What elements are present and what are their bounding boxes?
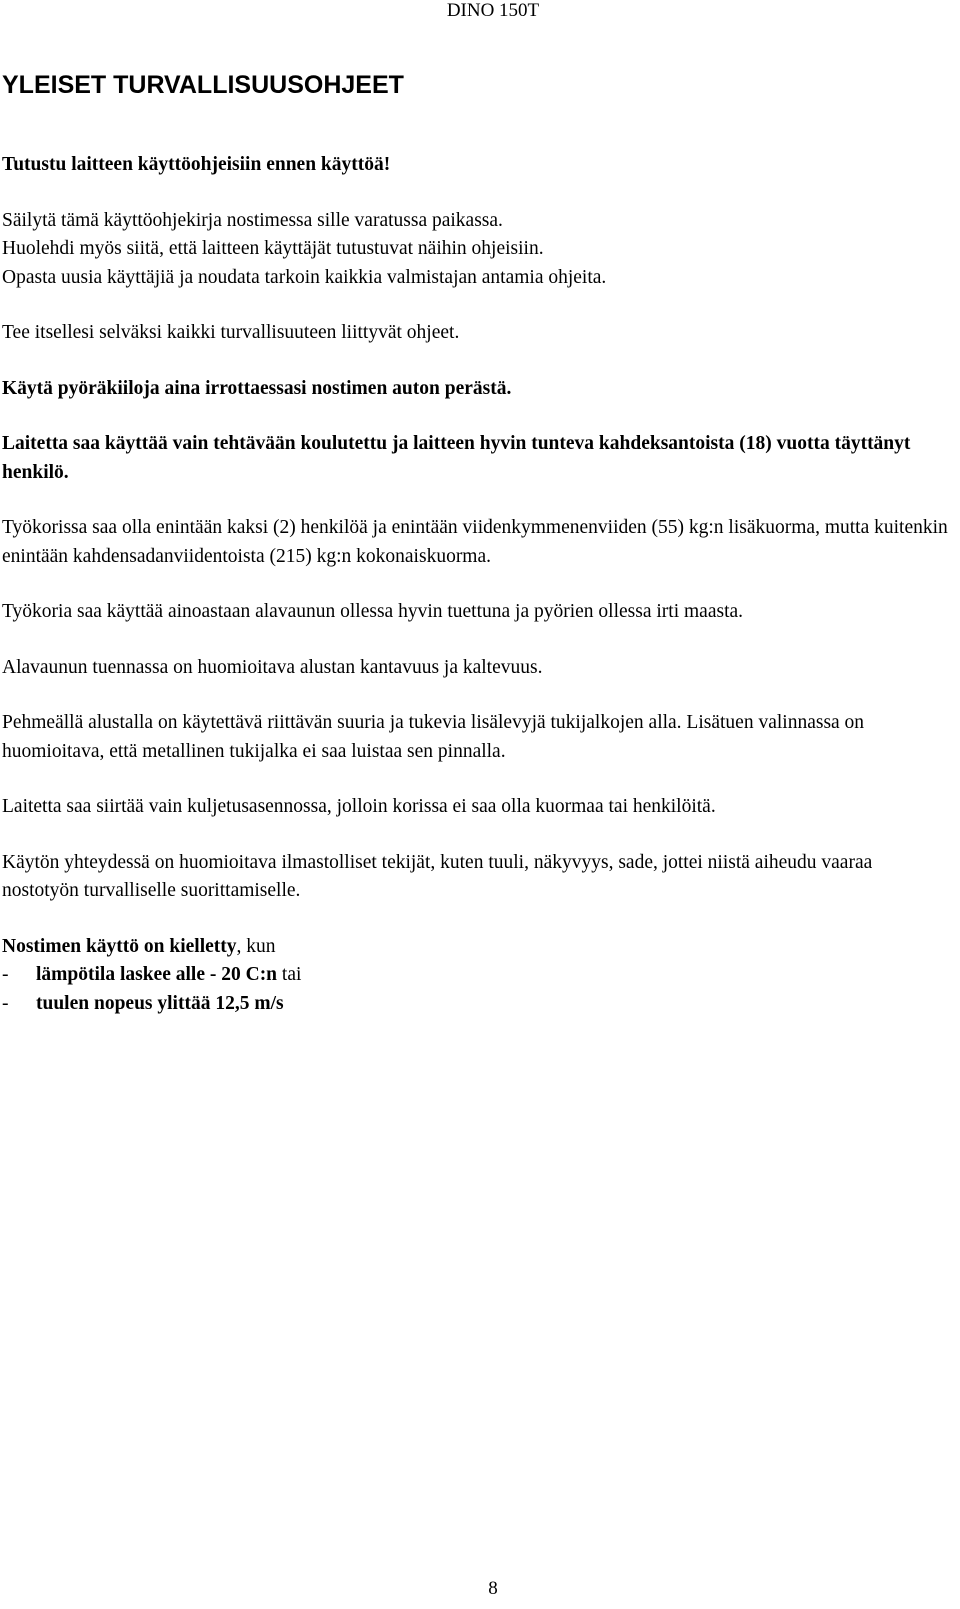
prohibition-lead (2, 933, 952, 962)
prohibition-lead-bold: Nostimen käyttö on kielletty (2, 935, 237, 957)
list-dash: - (2, 964, 9, 985)
list-dash: - (2, 992, 9, 1014)
paragraph-basket-use: Työkoria saa käyttää ainoastaan alavaunun ollessa hyvin tuettuna ja pyörien ollessa irti maasta. (2, 601, 744, 622)
document-id: DINO 150T (446, 0, 540, 21)
page-number: 8 (488, 1578, 498, 1599)
paragraph-transport: Laitetta saa siirtää vain kuljetusasennossa, jolloin korissa ei saa olla kuormaa tai henkilöitä. (2, 796, 716, 817)
paragraph-storage-line-3: Opasta uusia käyttäjiä ja noudata tarkoin kaikkia valmistajan antamia ohjeita. (2, 266, 607, 288)
paragraph-outrigger-support: Alavaunun tuennassa on huomioitava alustan kantavuus ja kaltevuus. (2, 656, 543, 678)
list-item (2, 961, 952, 990)
paragraph-operator-requirements: Laitetta saa käyttää vain tehtävään koulutettu ja laitteen hyvin tunteva kahdeksantoista (18) vuotta täyttänyt henkilö. (2, 433, 911, 483)
list-item-bold: lämpötila laskee alle - 20 C:n (36, 964, 278, 985)
prohibition-lead-rest: , kun (236, 935, 276, 957)
paragraph-basket-load: Työkorissa saa olla enintään kaksi (2) henkilöä ja enintään viidenkymmenenviiden (55) kg:n lisäkuorma, mutta kuitenkin enintään kahdensadanviidentoista (215) kg:n kokonaiskuorma. (2, 517, 948, 567)
page-header (0, 0, 960, 22)
paragraph-storage (2, 207, 952, 293)
paragraph-weather: Käytön yhteydessä on huomioitava ilmastolliset tekijät, kuten tuuli, näkyvyys, sade, jottei niistä aiheudu vaaraa nostotyön turvalliselle suorittamiselle. (2, 851, 873, 901)
list-item-bold: tuulen nopeus ylittää 12,5 m/s (36, 992, 284, 1014)
paragraph-storage-line-2: Huolehdi myös siitä, että laitteen käyttäjät tutustuvat näihin ohjeisiin. (2, 238, 544, 259)
paragraph-soft-ground: Pehmeällä alustalla on käytettävä riittävän suuria ja tukevia lisälevyjä tukijalkojen alla. Lisätuen valinnassa on huomioitava, että metallinen tukijalka ei saa luistaa sen pinnalla. (2, 712, 865, 762)
paragraph-wheel-chocks: Käytä pyöräkiiloja aina irrottaessasi nostimen auton perästä. (2, 377, 512, 399)
paragraph-safety-instructions: Tee itsellesi selväksi kaikki turvallisuuteen liittyvät ohjeet. (2, 322, 460, 343)
list-item (2, 990, 952, 1019)
page-content (2, 70, 952, 1018)
page-title: YLEISET TURVALLISUUSOHJEET (2, 71, 404, 99)
page-footer (0, 1578, 960, 1600)
paragraph-storage-line-1: Säilytä tämä käyttöohjekirja nostimessa sille varatussa paikassa. (2, 209, 503, 231)
intro-warning: Tutustu laitteen käyttöohjeisiin ennen käyttöä! (2, 154, 391, 175)
list-item-rest: tai (277, 964, 302, 985)
